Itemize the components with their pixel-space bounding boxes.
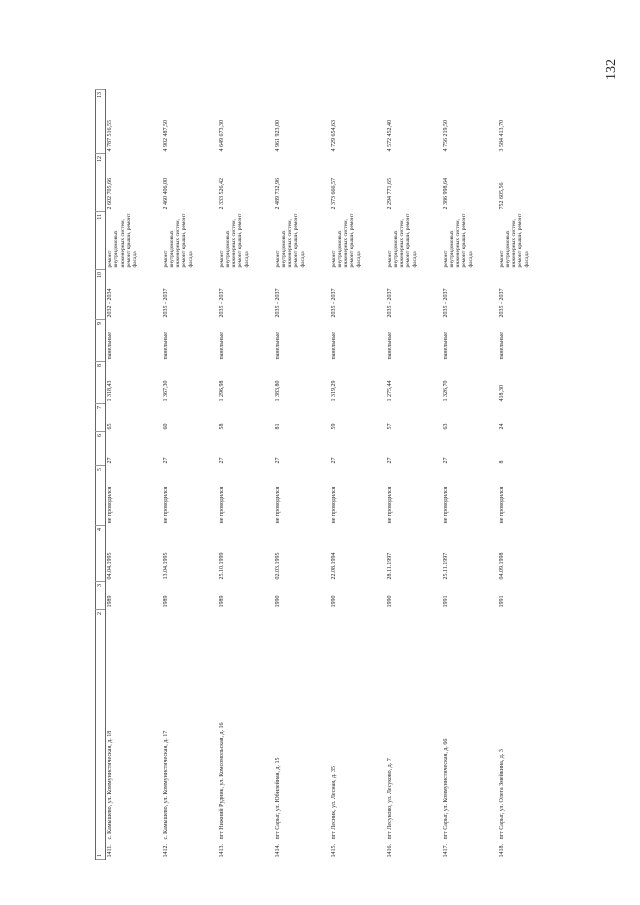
status-cell: не проводился [107,486,113,524]
apts-cell: 65 [107,423,113,430]
floors-cell: 27 [442,457,449,464]
total-cell: 4 787 516,55 [107,120,113,152]
address-text: пгт Нижний Рудник, ул. Комсомольская, д. 16 [218,722,225,840]
header-cell-11: 11 [96,212,106,270]
table-row [162,90,218,860]
date-cell: 22.08.1994 [330,552,337,580]
table-body [106,90,554,860]
walls-cell: панельные [442,332,449,360]
apts-cell: 58 [218,423,225,430]
floors-cell: 8 [498,460,505,464]
address-text: пгт Лесник, ул. Лесная, д. 35 [330,765,337,840]
status-cell: не проводился [498,486,505,524]
works-cell: ремонт внутридомовых инженерных систем, ремонт крыши, ремонт фасада [107,213,139,268]
row-number: 1417. [442,844,449,858]
date-cell: 04.04.1995 [107,552,113,580]
row-number: 1415. [330,844,337,858]
period-cell: 2035 - 2037 [162,288,169,318]
floors-cell: 27 [162,457,169,464]
total-cell: 4 756 219,50 [442,120,449,152]
row-number: 1414. [274,844,281,858]
header-cell-12: 12 [96,154,106,212]
date-cell: 28.11.1997 [386,552,393,580]
date-cell: 25.10.1999 [218,552,225,580]
works-cell: ремонт внутридомовых инженерных систем, ремонт крыши, ремонт фасада [162,213,194,268]
address-cell [162,610,218,860]
total-cell: 4 649 673,30 [218,120,225,152]
table-row [498,90,554,860]
floors-cell: 27 [107,457,113,464]
cost-cell: 2 373 666,57 [330,178,337,210]
area-cell: 1 326,70 [442,380,449,402]
apts-cell: 59 [330,423,337,430]
floors-cell: 27 [330,457,337,464]
header-cell-10: 10 [96,270,106,320]
year-cell: 1990 [386,595,393,608]
address-cell [218,610,274,860]
walls-cell: панельные [498,332,505,360]
period-cell: 2035 - 2037 [330,288,337,318]
capital-repair-table [95,89,554,860]
period-cell: 2035 - 2037 [218,288,225,318]
address-text: пгт Лесуково, ул. Лесуково, д. 7 [386,758,393,840]
total-cell: 4 729 654,63 [330,120,337,152]
row-number: 1412. [162,844,169,858]
header-cell-13: 13 [96,90,106,154]
cost-cell: 2 489 732,96 [274,178,281,210]
works-cell: ремонт внутридомовых инженерных систем, ремонт крыши, ремонт фасада [218,213,250,268]
area-cell: 1 296,98 [218,380,225,402]
period-cell: 2035 - 2037 [274,288,281,318]
period-cell: 2035 - 2037 [442,288,449,318]
status-cell: не проводился [330,486,337,524]
header-cell-9: 9 [96,320,106,362]
walls-cell: панельные [274,332,281,360]
works-cell: ремонт внутридомовых инженерных систем, ремонт крыши, ремонт фасада [386,213,418,268]
walls-cell: панельные [330,332,337,360]
header-label: 1 [97,854,103,857]
year-cell: 1991 [498,595,505,608]
date-cell: 13.04.1995 [162,552,169,580]
apts-cell: 57 [386,423,393,430]
address-text: пгт Сарыг, ул. Юбилейная, д. 15 [274,757,281,840]
works-cell: ремонт внутридомовых инженерных систем, ремонт крыши, ремонт фасада [274,213,306,268]
table-row [218,90,274,860]
total-cell: 4 961 923,00 [274,120,281,152]
area-cell: 1 275,44 [386,380,393,402]
area-cell: 418,30 [498,385,505,402]
date-cell: 02.03.1995 [274,552,281,580]
header-cell-7: 7 [96,404,106,432]
header-cell-4: 4 [96,526,106,582]
floors-cell: 27 [386,457,393,464]
year-cell: 1990 [274,595,281,608]
header-label: 2 [97,612,103,615]
works-cell: ремонт внутридомовых инженерных систем, ремонт крыши, ремонт фасада [442,213,474,268]
area-cell: 1 367,30 [162,380,169,402]
table-row [274,90,330,860]
year-cell: 1990 [330,595,337,608]
floors-cell: 27 [218,457,225,464]
works-cell: ремонт внутридомовых инженерных систем, ремонт крыши, ремонт фасада [498,213,530,268]
area-cell: 1 319,29 [330,380,337,402]
address-text: с. Камышево, ул. Коммунистическая, д. 17 [162,730,169,840]
address-text: пгт Сарыг, ул. Коммунистическая, д. 66 [442,738,449,840]
table-row [106,90,162,860]
header-cell-8: 8 [96,362,106,404]
year-cell: 1989 [162,595,169,608]
period-cell: 2035 - 2037 [386,288,393,318]
status-cell: не проводился [274,486,281,524]
table-row [442,90,498,860]
page-number: 132 [604,59,619,80]
apts-cell: 81 [274,423,281,430]
year-cell: 1989 [218,595,225,608]
walls-cell: панельные [107,332,113,360]
total-cell: 4 902 487,50 [162,120,169,152]
header-cell-6: 6 [96,432,106,466]
cost-cell: 2 294 771,65 [386,178,393,210]
date-cell: 25.11.1997 [442,552,449,580]
cost-cell: 752 605,56 [498,182,505,210]
address-cell [274,610,330,860]
header-cell-5: 5 [96,466,106,526]
status-cell: не проводился [442,486,449,524]
address-cell [330,610,386,860]
address-cell [442,610,498,860]
row-number: 1418. [498,844,505,858]
total-cell: 3 584 413,70 [498,120,505,152]
status-cell: не проводился [218,486,225,524]
cost-cell: 2 386 998,64 [442,178,449,210]
address-cell [106,610,162,860]
column-number-header [96,90,106,860]
period-cell: 2032 - 2034 [107,288,113,318]
row-number: 1411. [107,844,113,858]
address-text: пгт Сарыг, ул. Олега Змейкина, д. 3 [498,749,505,840]
table-row [386,90,442,860]
cost-cell: 2 333 526,42 [218,178,225,210]
cost-cell: 2 460 406,00 [162,178,169,210]
apts-cell: 63 [442,423,449,430]
walls-cell: панельные [386,332,393,360]
apts-cell: 60 [162,423,169,430]
walls-cell: панельные [218,332,225,360]
works-cell: ремонт внутридомовых инженерных систем, ремонт крыши, ремонт фасада [330,213,362,268]
area-cell: 1 383,80 [274,380,281,402]
header-row [96,90,106,860]
row-number: 1413. [218,844,225,858]
status-cell: не проводился [386,486,393,524]
date-cell: 04.09.1998 [498,552,505,580]
address-cell [498,610,554,860]
period-cell: 2035 - 2037 [498,288,505,318]
rotated-table-wrapper [95,90,530,860]
header-cell-3: 3 [96,582,106,610]
floors-cell: 27 [274,457,281,464]
address-text: с. Камышево, ул. Коммунистическая, д. 18 [107,730,113,840]
total-cell: 4 572 452,40 [386,120,393,152]
row-number: 1416. [386,844,393,858]
status-cell: не проводился [162,486,169,524]
year-cell: 1991 [442,595,449,608]
table-row [330,90,386,860]
area-cell: 1 318,43 [107,380,113,402]
address-cell [386,610,442,860]
cost-cell: 2 602 705,66 [107,178,113,210]
header-cell-1-2 [96,610,106,860]
walls-cell: панельные [162,332,169,360]
year-cell: 1989 [107,595,113,608]
apts-cell: 24 [498,423,505,430]
